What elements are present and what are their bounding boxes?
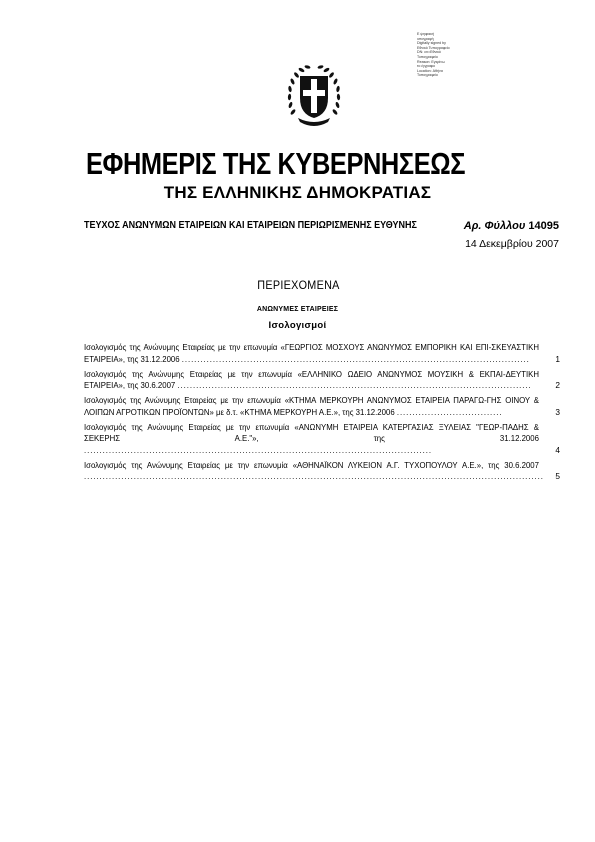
leader-dots: .................................................................................................................. [177,380,532,390]
contents-heading: ΠΕΡΙΕΧΟΜΕΝΑ [257,280,340,292]
sheet-label: Αρ. Φύλλου [463,220,526,232]
issue-type: ΤΕΥΧΟΣ ΑΝΩΝΥΜΩΝ ΕΤΑΙΡΕΙΩΝ ΚΑΙ ΕΤΑΙΡΕΙΩΝ ΠΕΡΙΩΡΙΣΜΕΝΗΣ ΕΥΘΥΝΗΣ [84,220,417,231]
stamp-line: υπογραφή [417,36,434,41]
greek-coat-of-arms-icon [284,60,344,130]
toc-entry-text: Ισολογισμός της Ανώνυμης Εταιρείας με την επωνυμία «ΑΝΩΝΥΜΗ ΕΤΑΙΡΕΙΑ ΚΑΤΕΡΓΑΣΙΑΣ ΞΥΛΕΙΑΣ "ΓΕΩΡ-ΠΑΔΗΣ & ΣΕΚΕΡΗΣ Α.Ε."», της 31.12.2006 [84,421,539,443]
toc-entry-text: Ισολογισμός της Ανώνυμης Εταιρείας με την επωνυμία «ΑΘΗΝΑΪΚΟΝ ΛΥΚΕΙΟΝ Α.Γ. ΤΥΧΟΠΟΥΛΟΥ Α.Ε.», της 30.6.2007 [84,459,539,470]
toc-entry-text: Ισολογισμός της Ανώνυμης Εταιρείας με την επωνυμία «ΓΕΩΡΓΙΟΣ ΜΟΣΧΟΥΣ ΑΝΩΝΥΜΟΣ ΕΜΠΟΡΙΚΗ ΚΑΙ ΕΠΙ-ΣΚΕΥΑΣΤΙΚΗ ΕΤΑΙΡΕΙΑ», της 31.12.2006 [84,342,539,364]
issue-line [84,220,559,232]
stamp-line: Reason: Εγκρίνω [417,59,445,64]
stamp-line: Εθνικό Τυπογραφείο [417,45,450,50]
toc-entry[interactable] [84,422,560,457]
toc-page-number: 2 [555,380,560,390]
leader-dots: ................................................................................................................ [181,353,530,364]
stamp-line: Τυπογραφείο [417,54,438,59]
toc-entry[interactable] [84,369,560,392]
stamp-line: DN: cn=Εθνικό [417,50,441,55]
leader-dots: .................................................................................................................................................... [84,471,544,481]
toc-page-number: 4 [555,444,560,455]
stamp-line: το έγγραφο [417,64,436,69]
leader-dots: .................................. [396,406,503,417]
digital-signature-stamp [417,32,481,78]
toc-page-number: 1 [555,353,560,364]
section-heading: ΑΝΩΝΥΜΕΣ ΕΤΑΙΡΕΙΕΣ [256,306,339,313]
issue-date: 14 Δεκεμβρίου 2007 [465,238,559,250]
toc-page-number: 3 [555,406,560,417]
toc-entry[interactable] [84,342,560,365]
toc-entry-text: Ισολογισμός της Ανώνυμης Εταιρείας με την επωνυμία «ΚΤΗΜΑ ΜΕΡΚΟΥΡΗ ΑΝΩΝΥΜΟΣ ΕΤΑΙΡΕΙΑ ΠΑΡΑΓΩ-ΓΗΣ ΟΙΝΟΥ & ΛΟΙΠΩΝ ΑΓΡΟΤΙΚΩΝ ΠΡΟΪΟΝΤΩΝ» με δ.τ. «ΚΤΗΜΑ ΜΕΡΚΟΥΡΗ Α.Ε.», της 31.12.2006 [84,395,539,417]
gazette-subtitle: ΤΗΣ ΕΛΛΗΝΙΚΗΣ ΔΗΜΟΚΡΑΤΙΑΣ [163,183,432,202]
sheet-number-label [464,220,559,232]
toc-page-number: 5 [555,471,560,481]
subsection-heading: Ισολογισμοί [268,320,327,331]
sheet-number: 14095 [528,220,559,232]
stamp-line: Ε ψηφιακή [417,32,434,36]
stamp-line: Location: Αθήνα [417,68,443,73]
toc-entry[interactable] [84,395,560,418]
stamp-line: Digitally signed by [417,41,446,46]
table-of-contents [84,342,560,486]
toc-entry-text: Ισολογισμός της Ανώνυμης Εταιρείας με την επωνυμία «ΕΛΛΗΝΙΚΟ ΩΔΕΙΟ ΑΝΩΝΥΜΟΣ ΜΟΥΣΙΚΗ & ΕΚΠΑΙ-ΔΕΥΤΙΚΗ ΕΤΑΙΡΕΙΑ», της 30.6.2007 [84,368,539,390]
gazette-title: ΕΦΗΜΕΡΙΣ ΤΗΣ ΚΥΒΕΡΝΗΣΕΩΣ [85,146,466,181]
toc-entry[interactable] [84,460,560,483]
leader-dots: ................................................................................................................ [84,444,432,455]
stamp-line: Τυπογραφείο [417,73,438,78]
